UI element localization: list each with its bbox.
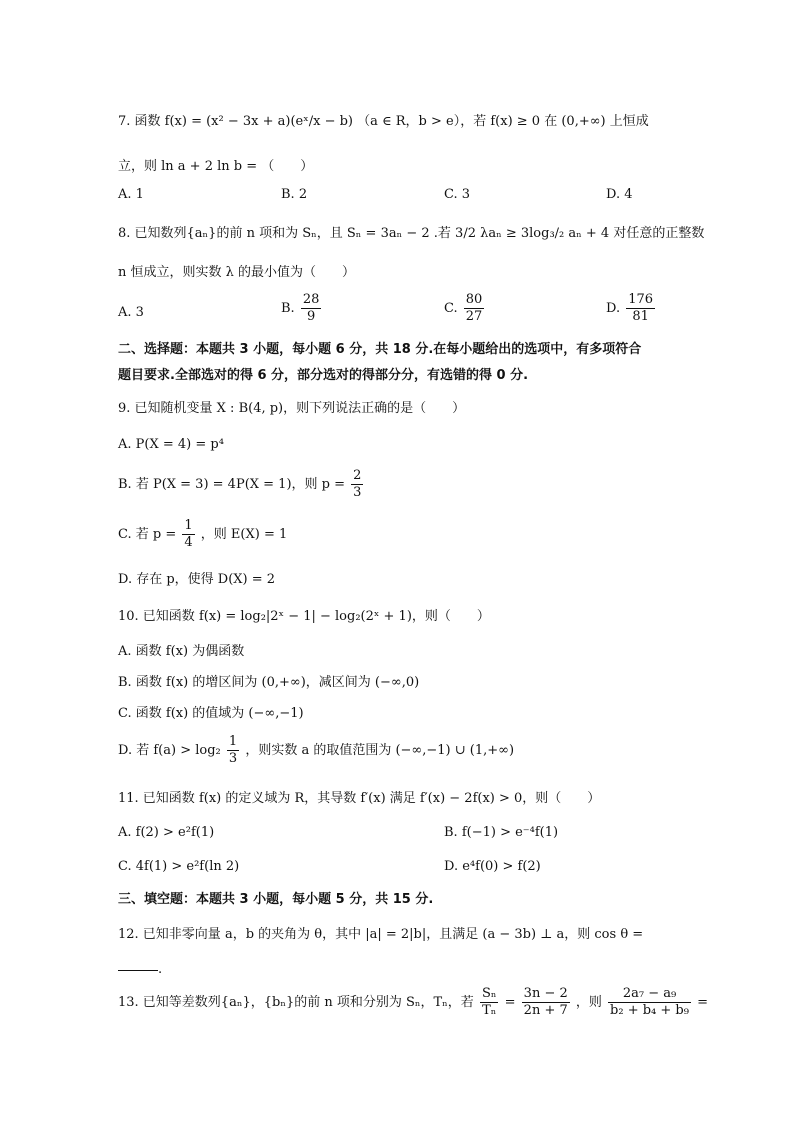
q8-option-d-label: D.: [606, 301, 621, 316]
q13-fraction-target: [608, 986, 691, 1019]
fraction-numerator: 1: [228, 734, 238, 749]
q13-fraction-s-over-t: [480, 986, 499, 1019]
q12-period: .: [158, 962, 163, 977]
q8-option-d-fraction: [626, 292, 655, 325]
fraction-denominator: 4: [184, 535, 193, 550]
fraction-denominator: 9: [306, 309, 316, 324]
q7-line1: 7. 函数 f(x) = (x² − 3x + a)(eˣ/x − b) （a ∈ R，b > e），若 f(x) ≥ 0 在 (0,+∞) 上恒成: [118, 114, 649, 129]
fraction-denominator: Tₙ: [482, 1003, 497, 1018]
q9-option-c: [118, 518, 287, 551]
fraction-numerator: 176: [628, 292, 654, 307]
q7-line2: 立，则 ln a + 2 ln b = （ ）: [118, 159, 314, 174]
fraction-denominator: 3: [353, 485, 362, 500]
section-2-heading-cont: 题目要求.全部选对的得 6 分，部分选对的得部分分，有选错的得 0 分.: [118, 368, 529, 383]
q7-option-b: B. 2: [281, 187, 308, 202]
q8-option-d: [606, 292, 657, 325]
q9-option-d: D. 存在 p，使得 D(X) = 2: [118, 572, 276, 587]
q12-line1: 12. 已知非零向量 a，b 的夹角为 θ，其中 |a| = 2|b|，且满足 (a − 3b) ⊥ a，则 cos θ =: [118, 927, 644, 942]
fraction-numerator: 2: [353, 468, 362, 483]
q7-option-a: A. 1: [118, 187, 144, 202]
fraction-numerator: 2a₇ − a₉: [608, 986, 691, 1003]
q9-option-a: A. P(X = 4) = p⁴: [118, 437, 224, 452]
q9-option-c-fraction: [182, 518, 194, 551]
q10-option-d-pre: D. 若 f(a) > log₂: [118, 743, 221, 758]
section-3-heading: 三、填空题：本题共 3 小题，每小题 5 分，共 15 分.: [118, 892, 434, 907]
q9-option-c-post: ，则 E(X) = 1: [200, 527, 288, 542]
q7-option-d: D. 4: [606, 187, 633, 202]
q9-stem: 9. 已知随机变量 X : B(4, p)，则下列说法正确的是（ ）: [118, 401, 466, 416]
q9-option-b: [118, 468, 365, 501]
fraction-denominator: b₂ + b₄ + b₉: [610, 1003, 689, 1018]
q9-option-b-text: B. 若 P(X = 3) = 4P(X = 1)，则 p =: [118, 477, 346, 492]
q11-stem: 11. 已知函数 f(x) 的定义域为 R，其导数 f′(x) 满足 f′(x) − 2f(x) > 0，则（ ）: [118, 791, 601, 806]
q12-answer-line: [118, 960, 162, 980]
q9-option-c-pre: C. 若 p =: [118, 527, 177, 542]
q11-option-a: A. f(2) > e²f(1): [118, 825, 215, 840]
q11-option-b: B. f(−1) > e⁻⁴f(1): [444, 825, 559, 840]
q13-equals: =: [504, 995, 516, 1010]
q8-option-c: [444, 292, 486, 325]
q13-line: [118, 986, 708, 1019]
q8-option-c-label: C.: [444, 301, 458, 316]
q10-option-a: A. 函数 f(x) 为偶函数: [118, 644, 245, 659]
q11-option-c: C. 4f(1) > e²f(ln 2): [118, 859, 240, 874]
q10-option-c: C. 函数 f(x) 的值域为 (−∞,−1): [118, 706, 304, 721]
q13-pre: 13. 已知等差数列{aₙ}，{bₙ}的前 n 项和分别为 Sₙ，Tₙ，若: [118, 995, 474, 1010]
q7-option-c: C. 3: [444, 187, 471, 202]
q10-option-d-fraction: [227, 734, 239, 767]
q10-option-d: [118, 734, 514, 767]
fraction-denominator: 2n + 7: [523, 1003, 568, 1018]
q11-option-d: D. e⁴f(0) > f(2): [444, 859, 541, 874]
q8-line1: 8. 已知数列{aₙ}的前 n 项和为 Sₙ，且 Sₙ = 3aₙ − 2 .若 3/2 λaₙ ≥ 3log₃/₂ aₙ + 4 对任意的正整数: [118, 226, 705, 241]
q8-line2: n 恒成立，则实数 λ 的最小值为（ ）: [118, 265, 356, 280]
answer-blank: [118, 969, 158, 971]
fraction-denominator: 81: [632, 309, 649, 324]
q8-option-b-label: B.: [281, 301, 295, 316]
q13-then: ，则: [575, 995, 602, 1010]
q13-post: =: [697, 995, 709, 1010]
q9-option-b-fraction: [351, 468, 363, 501]
fraction-numerator: 80: [465, 292, 483, 307]
q8-option-b: [281, 292, 323, 325]
q10-option-d-post: ，则实数 a 的取值范围为 (−∞,−1) ∪ (1,+∞): [245, 743, 515, 758]
q8-option-a: A. 3: [118, 305, 144, 320]
q13-fraction-ratio: [522, 986, 570, 1019]
q10-option-b: B. 函数 f(x) 的增区间为 (0,+∞)，减区间为 (−∞,0): [118, 675, 420, 690]
q10-stem: 10. 已知函数 f(x) = log₂|2ˣ − 1| − log₂(2ˣ + 1)，则（ ）: [118, 609, 490, 624]
q8-option-b-fraction: [301, 292, 322, 325]
fraction-numerator: 3n − 2: [523, 986, 568, 1001]
q8-option-c-fraction: [464, 292, 485, 325]
section-2-heading: 二、选择题：本题共 3 小题，每小题 6 分，共 18 分.在每小题给出的选项中，有多项符合: [118, 342, 642, 357]
fraction-numerator: Sₙ: [481, 986, 497, 1001]
fraction-denominator: 27: [465, 309, 483, 324]
fraction-numerator: 28: [302, 292, 320, 307]
fraction-denominator: 3: [228, 751, 238, 766]
fraction-numerator: 1: [184, 518, 193, 533]
